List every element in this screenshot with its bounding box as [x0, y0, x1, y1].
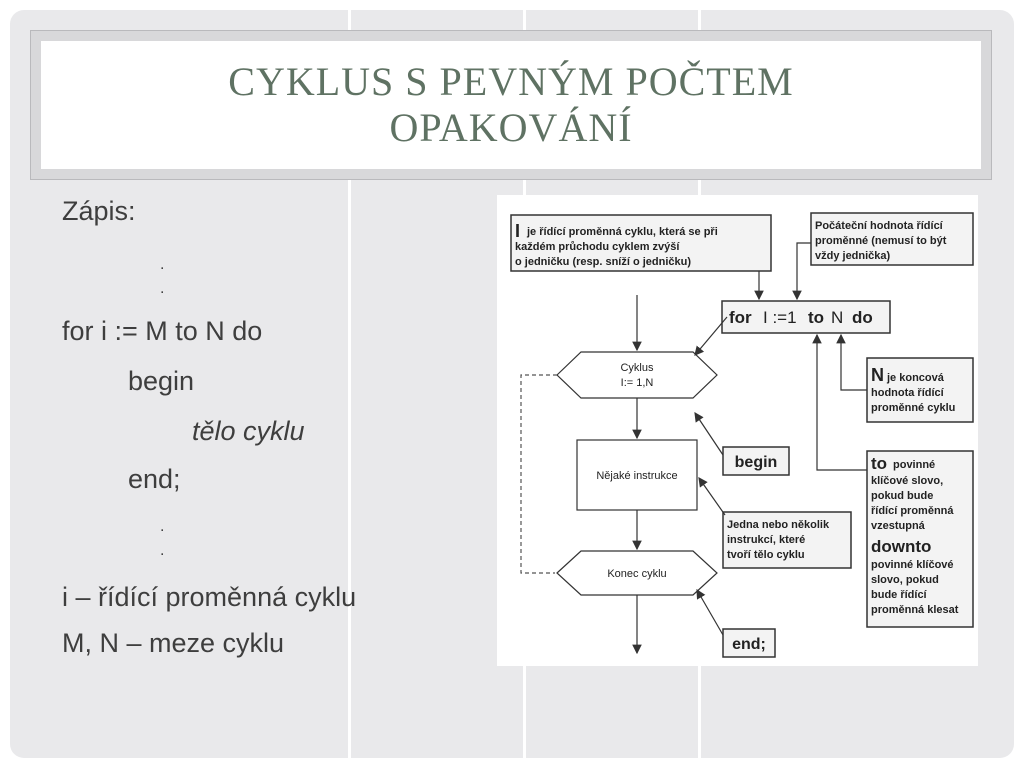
for-statement: for i := M to N do — [62, 316, 263, 346]
definition-m-n: M, N – meze cyklu — [62, 628, 285, 658]
for-to-keyword: to — [808, 308, 825, 327]
ellipsis-dot-4: . — [160, 542, 165, 559]
for-keyword: for — [729, 308, 752, 327]
note-body-line-3: tvoří tělo cyklu — [727, 549, 805, 561]
note-i-letter: I — [515, 221, 521, 241]
slide-title-line-2: OPAKOVÁNÍ — [389, 105, 633, 150]
loop-body: tělo cyklu — [192, 416, 305, 446]
note-n-letter: N — [871, 365, 884, 385]
note-downto-line-3: bude řídící — [871, 589, 927, 601]
ellipsis-dot-1: . — [160, 256, 165, 273]
for-loop-diagram — [497, 195, 978, 666]
for-header-box — [722, 301, 890, 333]
zapis-label: Zápis: — [62, 196, 136, 226]
end-box — [723, 629, 775, 657]
note-start-line-1: Počáteční hodnota řídící — [815, 220, 943, 232]
note-body-line-1: Jedna nebo několik — [727, 519, 830, 531]
for-end-value: N — [831, 308, 844, 327]
for-do-keyword: do — [852, 308, 873, 327]
note-n-line-3: proměnné cyklu — [871, 402, 956, 414]
note-end-value — [867, 358, 973, 422]
hex-end-label: Konec cyklu — [607, 568, 667, 580]
note-to-line-1: povinné — [893, 459, 936, 471]
note-n-line-2: hodnota řídící — [871, 387, 944, 399]
hex-loop-line-1: Cyklus — [620, 362, 654, 374]
note-to-keyword: to — [871, 454, 888, 473]
note-to-line-3: pokud bude — [871, 490, 934, 502]
end-keyword: end; — [128, 464, 181, 494]
note-i-line-2: každém průchodu cyklem zvýší — [515, 241, 680, 253]
note-body-line-2: instrukcí, které — [727, 534, 806, 546]
note-i-line-1: je řídící proměnná cyklu, která se při — [527, 226, 718, 238]
note-downto-line-4: proměnná klesat — [871, 604, 959, 616]
note-start-line-2: proměnné (nemusí to být — [815, 235, 947, 247]
note-loop-body — [723, 512, 851, 568]
hexagon-loop-end — [557, 551, 717, 595]
note-downto-keyword: downto — [871, 537, 932, 556]
note-to-line-4: řídící proměnná — [871, 505, 954, 517]
note-i-line-3: o jedničku (resp. sníží o jedničku) — [515, 256, 692, 268]
begin-label: begin — [734, 454, 778, 471]
instructions-box — [577, 440, 697, 510]
end-label: end; — [732, 636, 766, 653]
ellipsis-dot-2: . — [160, 280, 165, 297]
for-assignment: I :=1 — [763, 308, 797, 327]
begin-box — [723, 447, 789, 475]
note-n-line-1: je koncová — [887, 372, 944, 384]
definition-i: i – řídící proměnná cyklu — [62, 582, 357, 612]
hexagon-loop-start — [557, 352, 717, 398]
note-start-value — [811, 213, 973, 265]
note-downto-line-1: povinné klíčové — [871, 559, 954, 571]
ellipsis-dot-3: . — [160, 518, 165, 535]
title-frame — [30, 30, 992, 180]
note-start-line-3: vždy jednička) — [815, 250, 891, 262]
hex-loop-line-2: I:= 1,N — [620, 377, 654, 389]
begin-keyword: begin — [128, 366, 195, 396]
slide-title-line-1: CYKLUS S PEVNÝM POČTEM — [228, 59, 794, 104]
instructions-label: Nějaké instrukce — [596, 470, 678, 482]
note-to-downto — [867, 451, 973, 627]
note-to-line-5: vzestupná — [871, 520, 925, 532]
title-box — [41, 41, 981, 169]
diagram-svg — [497, 195, 978, 666]
note-control-variable — [511, 215, 771, 271]
note-to-line-2: klíčové slovo, — [871, 475, 944, 487]
note-downto-line-2: slovo, pokud — [871, 574, 939, 586]
